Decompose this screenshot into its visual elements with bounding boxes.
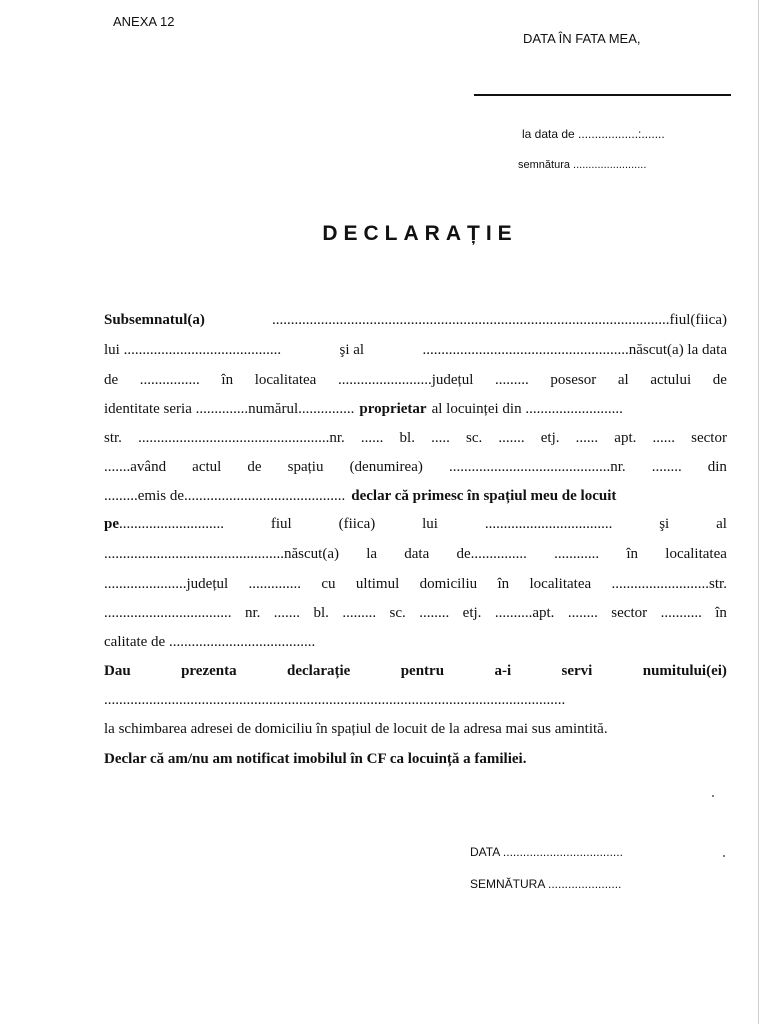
blank: ....... bbox=[273, 605, 301, 621]
blank: ...... bbox=[575, 430, 599, 446]
birth-date-blank: ................ bbox=[139, 372, 200, 388]
word: prezenta bbox=[181, 663, 237, 679]
blank: ................................................născut(a) bbox=[104, 546, 339, 562]
deed-blank: ...........................................nr. bbox=[448, 459, 626, 475]
capacity-blank: calitate de ....................................... bbox=[104, 634, 316, 650]
annex-label: ANEXA 12 bbox=[113, 14, 175, 29]
word: str. bbox=[104, 430, 122, 446]
blank: ....... bbox=[498, 430, 525, 446]
body-line-13 bbox=[104, 663, 727, 680]
word: localitatea bbox=[665, 546, 727, 562]
word: servi bbox=[561, 663, 593, 679]
blank: ............ bbox=[554, 546, 600, 562]
word: domiciliu bbox=[419, 576, 478, 592]
word: data bbox=[404, 546, 430, 562]
blank: ..........apt. bbox=[494, 605, 555, 621]
blank: ........ bbox=[651, 459, 682, 475]
blank: .................................. bbox=[484, 516, 613, 532]
word: la bbox=[366, 546, 378, 562]
blank: ..........................str. bbox=[611, 576, 727, 592]
body-line-2 bbox=[104, 342, 727, 359]
word: sc. bbox=[389, 605, 406, 621]
word: sc. bbox=[465, 430, 483, 446]
word: declarație bbox=[287, 663, 351, 679]
word: bl. bbox=[313, 605, 329, 621]
blank: ........ bbox=[567, 605, 598, 621]
name-blank: ..........................................................................................................fiul(fiica) bbox=[272, 312, 727, 328]
body-line-16 bbox=[104, 751, 727, 768]
street-blank: ...................................................nr. bbox=[138, 430, 345, 446]
blank: ......................județul bbox=[104, 576, 229, 592]
body-line-1 bbox=[104, 312, 727, 329]
word: spațiu bbox=[287, 459, 324, 475]
mother-blank: .......................................................născut(a) la data bbox=[422, 342, 727, 358]
word: lui bbox=[422, 516, 438, 532]
body-line-7 bbox=[104, 488, 727, 505]
blank: ...... bbox=[652, 430, 676, 446]
body-line-3 bbox=[104, 372, 727, 389]
body-line-10 bbox=[104, 576, 727, 593]
body-line-8 bbox=[104, 516, 727, 533]
declaration-statement: declar că primesc în spațiul meu de locuit bbox=[351, 488, 617, 504]
word: în bbox=[626, 546, 639, 562]
word: pe bbox=[104, 516, 119, 532]
word: a-i bbox=[494, 663, 512, 679]
word: al bbox=[716, 516, 727, 532]
body-line-6 bbox=[104, 459, 727, 476]
word: Dau bbox=[104, 663, 131, 679]
issuer-blank: .........emis de........................................... bbox=[104, 488, 346, 504]
blank: ......... bbox=[342, 605, 377, 621]
word: sector bbox=[611, 605, 648, 621]
word: şi bbox=[659, 516, 670, 532]
word: de bbox=[712, 372, 727, 388]
word: pentru bbox=[400, 663, 445, 679]
body-line-5 bbox=[104, 430, 727, 447]
footer-date-field: DATA .................................... bbox=[470, 845, 623, 859]
attestation-date-field: la data de ..................:....... bbox=[522, 127, 665, 141]
body-line-15 bbox=[104, 721, 727, 738]
word: localitatea bbox=[529, 576, 592, 592]
word: actului bbox=[650, 372, 692, 388]
dwelling-blank: al locuinței din .......................... bbox=[431, 401, 623, 417]
scan-speck bbox=[712, 795, 714, 797]
footer-signature-field: SEMNĂTURA ...................... bbox=[470, 877, 622, 891]
blank: .................................. bbox=[104, 605, 232, 621]
body-line-14 bbox=[104, 692, 716, 709]
official-attestation-title: DATA ÎN FATA MEA, bbox=[523, 31, 641, 46]
word: numitului(ei) bbox=[642, 663, 727, 679]
word: etj. bbox=[462, 605, 482, 621]
word: .......având bbox=[104, 459, 167, 475]
beneficiary-blank: ........................................................................................................................... bbox=[104, 692, 566, 708]
word: ultimul bbox=[355, 576, 400, 592]
word: posesor bbox=[550, 372, 597, 388]
father-blank: lui .......................................... bbox=[104, 342, 282, 358]
word: (denumirea) bbox=[349, 459, 423, 475]
word: etj. bbox=[540, 430, 560, 446]
word: cu bbox=[321, 576, 336, 592]
blank: ........ bbox=[419, 605, 450, 621]
owner-label: proprietar bbox=[359, 401, 427, 417]
blank: .............. bbox=[248, 576, 302, 592]
scan-speck bbox=[723, 855, 725, 857]
id-series-blank: identitate seria ..............numărul............... bbox=[104, 401, 355, 417]
body-line-4 bbox=[104, 401, 727, 418]
word: de bbox=[104, 372, 119, 388]
page-edge-shadow bbox=[758, 0, 759, 1024]
word: de bbox=[247, 459, 262, 475]
body-line-11 bbox=[104, 605, 727, 622]
word: în bbox=[221, 372, 234, 388]
subsemnatul-label: Subsemnatul(a) bbox=[104, 312, 205, 328]
word: în bbox=[715, 605, 727, 621]
body-line-12 bbox=[104, 634, 727, 651]
official-signature-rule bbox=[474, 94, 731, 96]
birthplace-blank: .........................județul bbox=[337, 372, 474, 388]
word: localitatea bbox=[254, 372, 317, 388]
word: şi al bbox=[339, 342, 365, 358]
blank: de............... bbox=[456, 546, 527, 562]
word: în bbox=[497, 576, 510, 592]
word: nr. bbox=[244, 605, 261, 621]
blank: ..... bbox=[431, 430, 450, 446]
attestation-signature-field: semnătura ........................ bbox=[518, 159, 647, 171]
word: apt. bbox=[614, 430, 637, 446]
word: fiul bbox=[270, 516, 292, 532]
word: al bbox=[617, 372, 629, 388]
word: din bbox=[707, 459, 727, 475]
word: actul bbox=[192, 459, 222, 475]
purpose-text: la schimbarea adresei de domiciliu în spațiul de locuit de la adresa mai sus amintită. bbox=[104, 721, 608, 737]
blank: ...... bbox=[360, 430, 384, 446]
body-line-9 bbox=[104, 546, 727, 563]
word: bl. bbox=[399, 430, 415, 446]
word: sector bbox=[691, 430, 727, 446]
host-blank: ............................ bbox=[119, 516, 224, 532]
county-blank: ......... bbox=[495, 372, 529, 388]
word: (fiica) bbox=[338, 516, 376, 532]
document-title: DECLARAȚIE bbox=[322, 222, 518, 245]
blank: ........... bbox=[660, 605, 702, 621]
cf-notification-statement: Declar că am/nu am notificat imobilul în CF ca locuință a familiei. bbox=[104, 751, 527, 767]
